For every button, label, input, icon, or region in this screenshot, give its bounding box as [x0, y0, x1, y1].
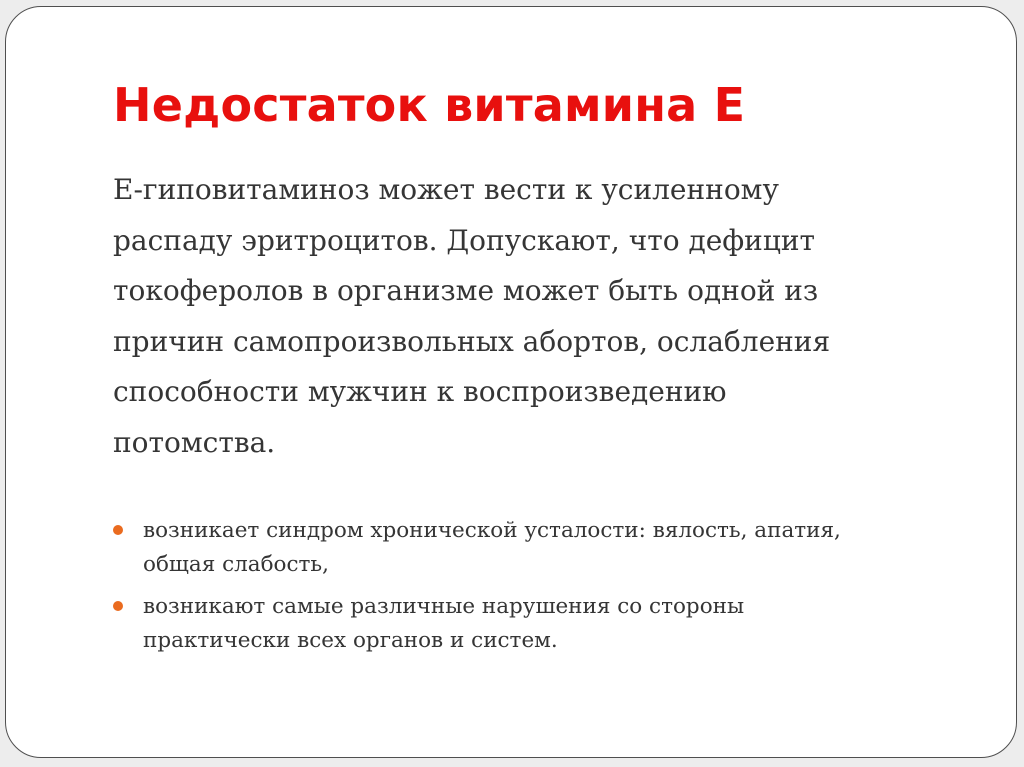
bullet-line: возникают самые различные нарушения со стороны — [143, 594, 745, 619]
body-paragraph — [113, 165, 913, 469]
body-line: Е-гиповитаминоз может вести к усиленному — [113, 173, 779, 206]
body-line: способности мужчин к воспроизведению — [113, 375, 727, 409]
body-line: причин самопроизвольных абортов, ослабления — [113, 324, 831, 358]
bullet-list — [113, 514, 953, 666]
body-line: токоферолов в организме может быть одной из — [113, 274, 819, 308]
bullet-dot-icon — [113, 525, 123, 535]
bullet-item — [113, 590, 953, 658]
body-line: потомства. — [113, 425, 276, 459]
bullet-line: практически всех органов и систем. — [143, 628, 558, 653]
bullet-line: общая слабость, — [143, 552, 329, 577]
slide-title: Недостаток витамина Е — [113, 78, 746, 132]
bullet-item — [113, 514, 953, 582]
bullet-dot-icon — [113, 601, 123, 611]
body-line: распаду эритроцитов. Допускают, что дефицит — [113, 223, 815, 257]
bullet-line: возникает синдром хронической усталости: вялость, апатия, — [143, 518, 841, 543]
